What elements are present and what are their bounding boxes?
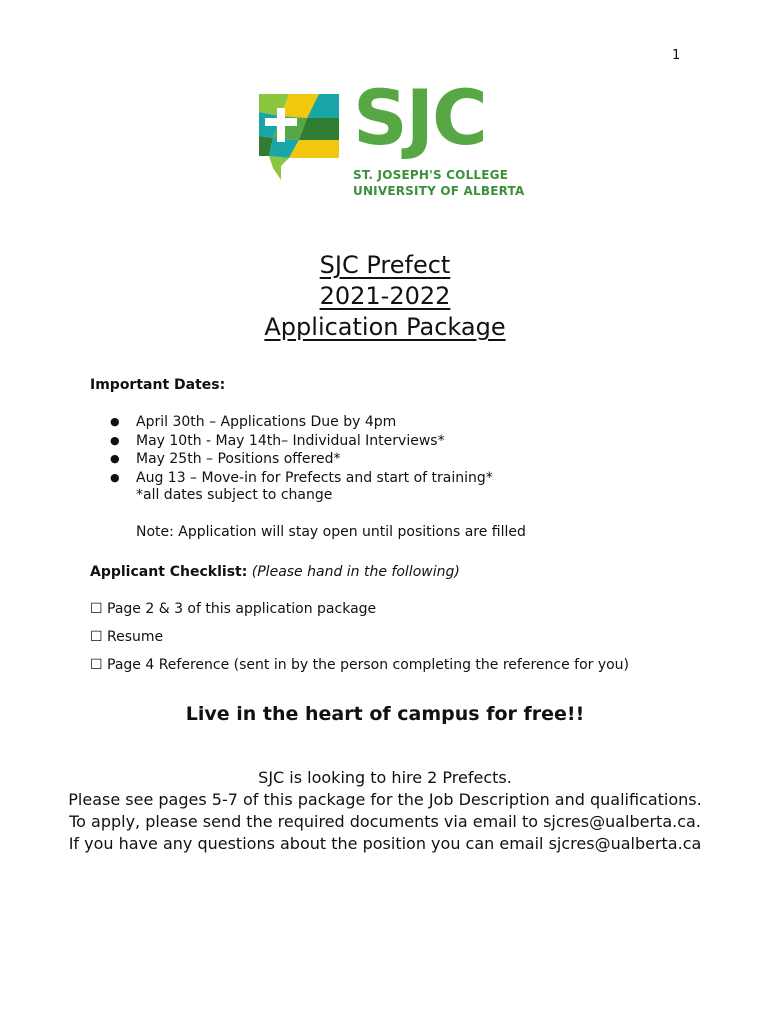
- title-line-2: 2021-2022: [319, 282, 451, 310]
- info-line: If you have any questions about the position you can email sjcres@ualberta.ca: [68, 834, 702, 853]
- document-title: [0, 250, 770, 343]
- dates-footnote: *all dates subject to change: [136, 487, 333, 503]
- info-line: SJC is looking to hire 2 Prefects.: [258, 768, 512, 787]
- logo-college-name: ST. JOSEPH'S COLLEGE: [353, 168, 509, 182]
- date-item: ● May 10th - May 14th– Individual Interviews*: [110, 432, 493, 451]
- checklist-label: Applicant Checklist:: [90, 564, 248, 580]
- important-dates-list: [110, 413, 493, 487]
- important-dates-label: Important Dates:: [90, 377, 226, 393]
- title-line-1: SJC Prefect: [319, 251, 451, 279]
- checklist-hint: (Please hand in the following): [251, 564, 460, 580]
- date-item: ● May 25th – Positions offered*: [110, 450, 493, 469]
- logo-university-name: UNIVERSITY OF ALBERTA: [353, 184, 525, 198]
- checklist-item: ☐ Resume: [90, 629, 164, 645]
- application-open-note: Note: Application will stay open until positions are filled: [136, 524, 526, 540]
- date-item: ● Aug 13 – Move-in for Prefects and start of training*: [110, 469, 493, 488]
- sjc-logo: [259, 73, 525, 204]
- info-line: Please see pages 5-7 of this package for the Job Description and qualifications.: [68, 790, 702, 809]
- checklist-item: ☐ Page 2 & 3 of this application package: [90, 601, 377, 617]
- logo-mosaic-icon: [259, 94, 349, 180]
- applicant-checklist-heading: [90, 564, 460, 580]
- title-line-3: Application Package: [264, 313, 506, 341]
- checklist-item: ☐ Page 4 Reference (sent in by the person completing the reference for you): [90, 657, 630, 673]
- info-paragraph: [0, 767, 770, 855]
- logo-wordmark: SJC: [353, 73, 486, 162]
- page-number: 1: [672, 48, 681, 63]
- info-line: To apply, please send the required documents via email to sjcres@ualberta.ca.: [69, 812, 701, 831]
- headline: Live in the heart of campus for free!!: [185, 703, 585, 725]
- date-item: ● April 30th – Applications Due by 4pm: [110, 413, 493, 432]
